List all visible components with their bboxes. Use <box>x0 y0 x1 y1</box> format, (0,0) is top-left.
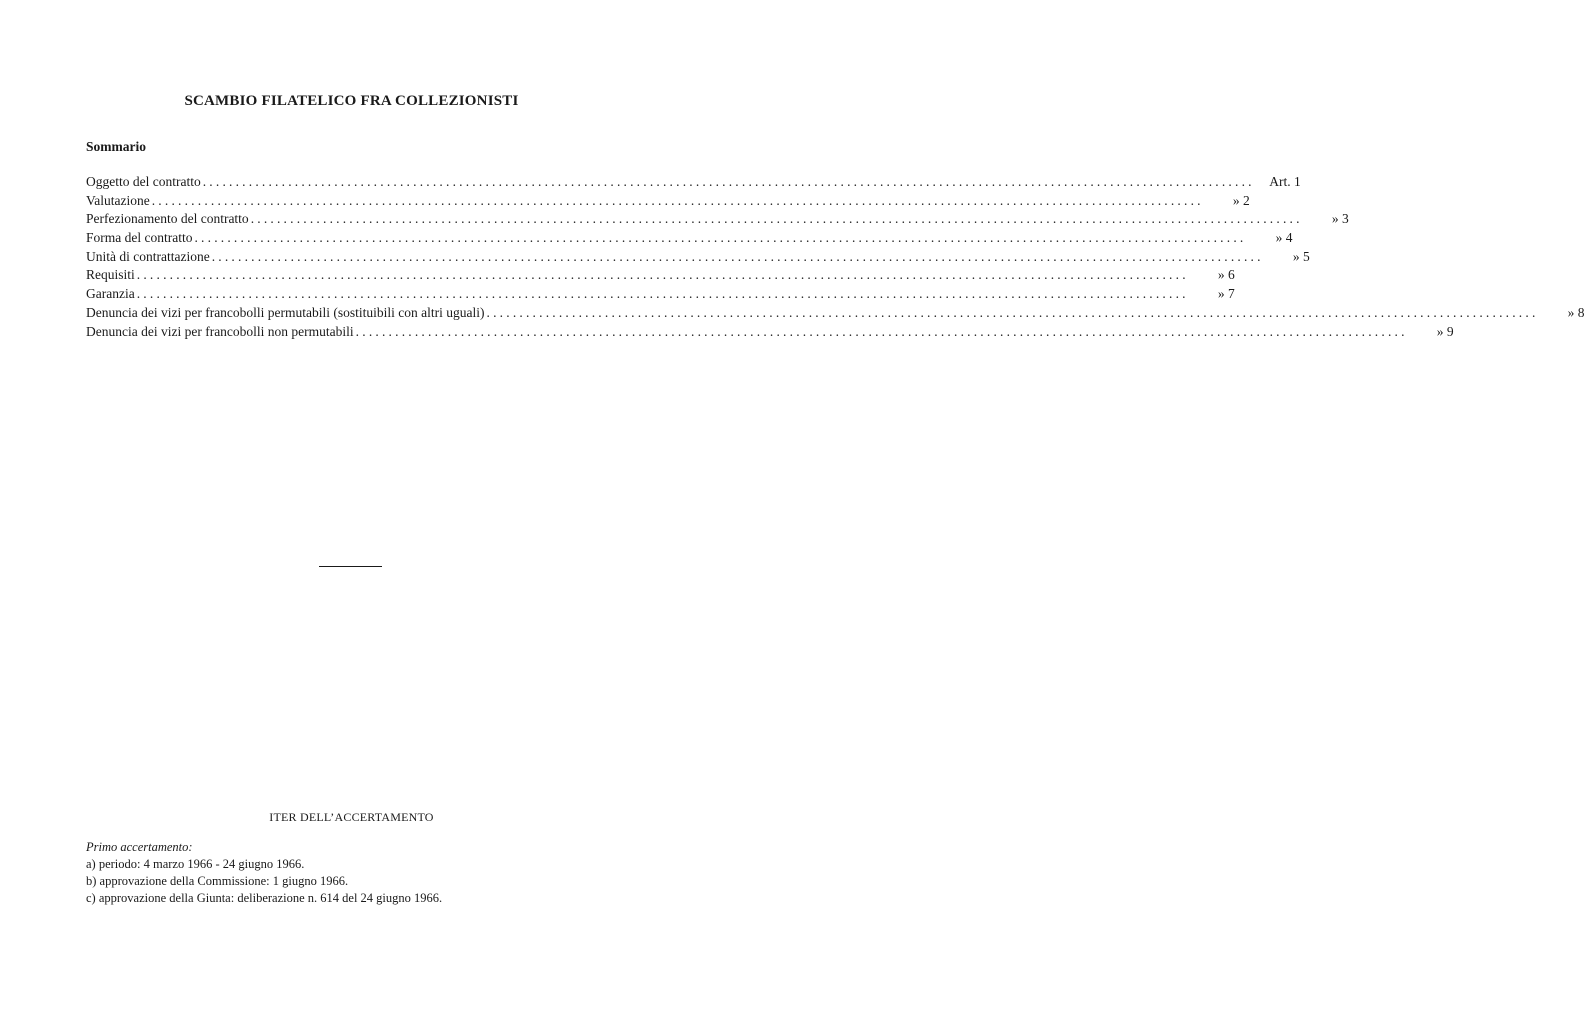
toc-entry <box>86 285 1235 304</box>
toc-leader-dots: ................................................................................................................................................................ <box>136 267 1189 283</box>
iter-heading: ITER DELL’ACCERTAMENTO <box>269 810 434 824</box>
toc-entry-ref: » 5 <box>1292 248 1310 264</box>
toc-entry <box>86 304 1585 323</box>
toc-entry <box>86 248 1310 267</box>
toc-entry-title: Requisiti <box>86 267 135 283</box>
toc-entry-ref: » 9 <box>1436 323 1454 339</box>
table-of-contents <box>86 173 1585 341</box>
toc-entry-ref: » 8 <box>1567 304 1585 320</box>
toc-entry <box>86 173 1301 192</box>
toc-entry-title: Valutazione <box>86 192 150 208</box>
toc-entry-title: Oggetto del contratto <box>86 174 201 189</box>
toc-entry-ref: » 2 <box>1232 192 1250 208</box>
toc-entry-ref: Art. 1 <box>1269 174 1301 189</box>
iter-line: b) approvazione della Commissione: 1 giugno 1966. <box>86 874 349 888</box>
toc-entry-title: Perfezionamento del contratto <box>86 211 249 227</box>
document-title: SCAMBIO FILATELICO FRA COLLEZIONISTI <box>184 93 519 109</box>
toc-leader-dots: ................................................................................................................................................................ <box>211 248 1264 264</box>
toc-leader-dots: ................................................................................................................................................................ <box>250 211 1303 227</box>
toc-entry-title: Unità di contrattazione <box>86 248 210 264</box>
section-divider <box>319 566 382 567</box>
iter-details <box>86 839 442 907</box>
toc-leader-dots: ................................................................................................................................................................ <box>151 192 1204 208</box>
toc-entry-title: Denuncia dei vizi per francobolli non permutabili <box>86 323 354 339</box>
toc-leader-dots: ................................................................................................................................................................ <box>355 323 1408 339</box>
toc-entry-ref: » 3 <box>1331 211 1349 227</box>
toc-entry-title: Forma del contratto <box>86 230 193 246</box>
toc-entry <box>86 323 1454 342</box>
toc-entry-title: Garanzia <box>86 286 135 302</box>
toc-entry-title: Denuncia dei vizi per francobolli permutabili (sostituibili con altri uguali) <box>86 304 485 320</box>
summary-heading: Sommario <box>86 139 146 154</box>
toc-leader-dots: ................................................................................................................................................................ <box>486 304 1539 320</box>
toc-entry <box>86 192 1250 211</box>
toc-entry <box>86 210 1349 229</box>
toc-entry <box>86 266 1235 285</box>
toc-entry-ref: » 4 <box>1275 230 1293 246</box>
toc-entry-ref: » 7 <box>1217 286 1235 302</box>
iter-line: a) periodo: 4 marzo 1966 - 24 giugno 1966. <box>86 857 305 871</box>
iter-line: c) approvazione della Giunta: deliberazione n. 614 del 24 giugno 1966. <box>86 891 443 905</box>
toc-leader-dots: ................................................................................................................................................................ <box>194 230 1247 246</box>
toc-leader-dots: ................................................................................................................................................................ <box>136 286 1189 302</box>
toc-entry <box>86 229 1293 248</box>
iter-label: Primo accertamento: <box>86 840 193 854</box>
toc-leader-dots: ................................................................................................................................................................ <box>202 174 1255 189</box>
toc-entry-ref: » 6 <box>1217 267 1235 283</box>
